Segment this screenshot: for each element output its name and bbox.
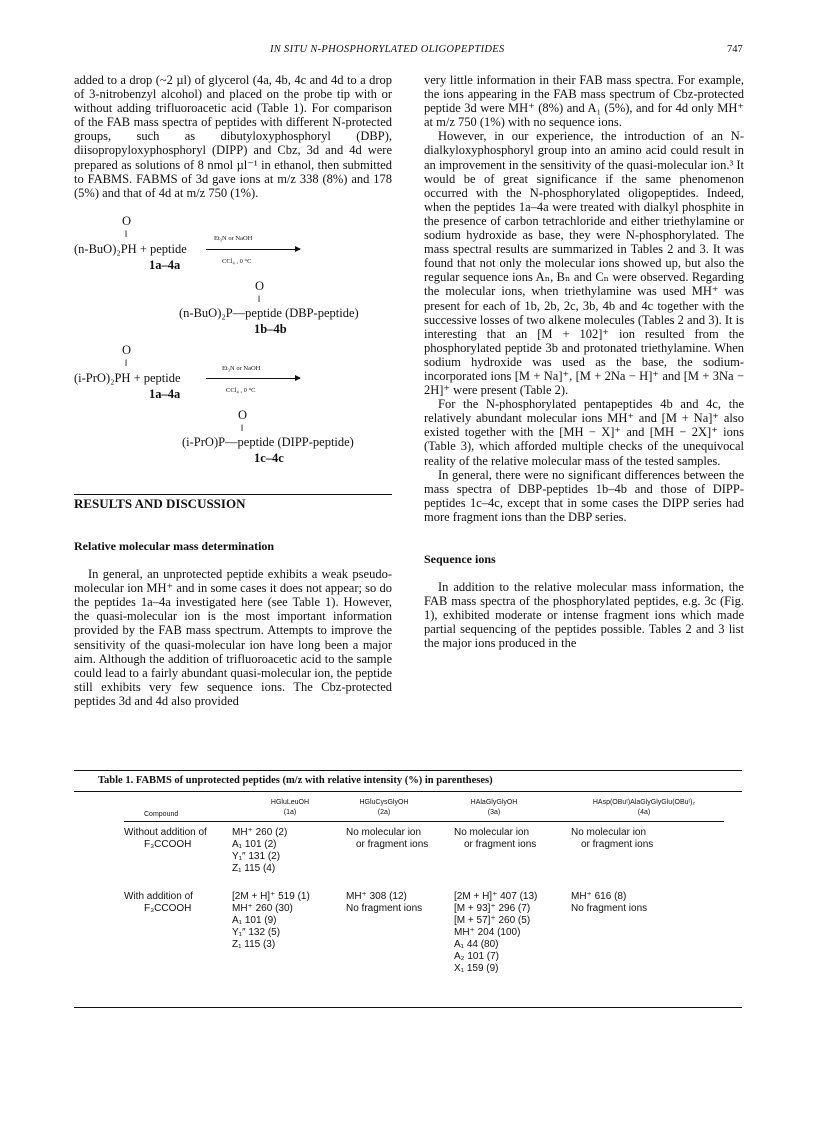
table-cell: MH⁺ 260 (30): [232, 903, 293, 914]
table-cell: MH⁺ 308 (12): [346, 891, 407, 902]
double-bond: ‖: [258, 293, 261, 304]
table-cell: [2M + H]⁺ 407 (13): [454, 891, 538, 902]
reagent-bottom: CCl₄ , 0 °C: [222, 257, 252, 265]
table-cell: [2M + H]⁺ 519 (1): [232, 891, 310, 902]
oxygen-label: O: [122, 342, 132, 357]
product-label: 1c–4c: [254, 450, 284, 465]
row-label: With addition of: [124, 891, 193, 902]
table-cell: Z₁ 115 (3): [232, 939, 276, 950]
table-cell: A₂ 101 (7): [454, 951, 500, 962]
table-cell: No fragment ions: [346, 903, 423, 914]
table-cell: A₁ 44 (80): [454, 939, 499, 950]
product-dbp: (n-BuO)₂P—peptide (DBP-peptide): [179, 305, 359, 320]
row-label: F₃CCOOH: [144, 903, 192, 914]
section-heading: RESULTS AND DISCUSSION: [74, 495, 246, 511]
subsection-heading: Sequence ions: [424, 552, 496, 566]
table-cell: No molecular ion: [571, 827, 647, 838]
subsection-heading: Relative molecular mass determination: [74, 538, 275, 553]
double-bond: ‖: [125, 357, 128, 368]
paragraph: very little information in their FAB mass spectra. For example, the ions appearing in the FAB mass spectrum of Cbz-protected peptide 3d were MH⁺ (8%) and A₁ (5%), and for 4d only MH⁺ at m/z 750 (1%) with no sequence ions.: [424, 73, 744, 130]
table-cell: or fragment ions: [581, 839, 654, 850]
oxygen-label: O: [238, 407, 248, 422]
table-top-rule: [74, 770, 742, 771]
table-cell: MH⁺ 616 (8): [571, 891, 627, 902]
table-bottom-rule: [74, 1007, 742, 1008]
reactant-label: 1a–4a: [149, 257, 181, 272]
reagent-top: Et₃N or NaOH: [214, 234, 253, 242]
paragraph: For the N-phosphorylated pentapeptides 4b and 4c, the relatively abundant molecular ions MH⁺ and [M + Na]⁺ also existed together with the [MH − X]⁺ and [MH − 2X]⁺ ions (Table 3), which afforded multiple checks of the unequivocal reality of the relative molecular mass of the tested samples.: [424, 397, 744, 468]
table-cell: [M + 93]⁺ 296 (7): [454, 903, 531, 914]
table-cell: No molecular ion: [346, 827, 422, 838]
column-id: (2a): [377, 809, 391, 816]
table-cell: or fragment ions: [356, 839, 429, 850]
reactant-label: 1a–4a: [149, 386, 181, 401]
row-label: Without addition of: [124, 827, 207, 838]
paragraph: In general, there were no significant differences between the mass spectra of DBP-peptides 1b–4b and those of DIPP-peptides 1c–4c, except that in some cases the DIPP series had more fragment ions than the DBP series.: [424, 467, 744, 524]
table-cell: Y₁″ 132 (5): [232, 927, 281, 938]
double-bond: ‖: [125, 228, 128, 239]
reaction-arrow: [206, 378, 300, 379]
product-label: 1b–4b: [254, 321, 287, 336]
table-header-rule: [74, 791, 742, 792]
left-column: [74, 73, 392, 708]
row-label: F₃CCOOH: [144, 839, 192, 850]
reaction-scheme: [74, 200, 392, 480]
table-cell: or fragment ions: [464, 839, 537, 850]
paragraph: However, in our experience, the introduction of an N-dialkyloxyphosphoryl group into an amino acid could result in an improvement in the sensitivity of the quasi-molecular ion.³ It would be of great significance if the same phenomenon occurred with the N-phosphorylated oligopeptides. Indeed, when the peptides 1a–4a were treated with dialkyl phosphite in the presence of carbon tetrachloride and either triethylamine or sodium hydroxide as base, they were N-phosphorylated. The mass spectral results are summarized in Tables 2 and 3. It was found that not only the molecular ions showed up, but also the regular sequence ions Aₙ, Bₙ and Cₙ were observed. Regarding the molecular ions, when triethylamine was used MH⁺ was present for each of 1b, 2b, 2c, 3b, 4b and 4c together with the successive losses of two alkene molecules (Tables 2 and 3). It is interesting that an [M + 102]⁺ ion resulted from the phosphorylated peptide 3b and protonated triethylamine. When sodium hydroxide was used as the base, the sodium-incorporated ions [M + Na]⁺, [M + 2Na − H]⁺ and [M + 3Na − 2H]⁺ were present (Table 2).: [424, 129, 744, 398]
column-header: HGluLeuOH: [270, 799, 310, 806]
column-header: HAlaGlyGlyOH: [470, 799, 518, 806]
table-cell: MH⁺ 260 (2): [232, 827, 288, 838]
oxygen-label: O: [255, 278, 265, 293]
reaction-arrow: [206, 249, 300, 250]
paragraph: In addition to the relative molecular mass information, the FAB mass spectra of the phosphorylated peptides, e.g. 3c (Fig. 1), exhibited moderate or intense fragment ions which made partial sequencing of the peptides possible. Tables 2 and 3 list the major ions produced in the: [424, 580, 744, 651]
reactant-dbp: (n-BuO)₂PH + peptide: [74, 241, 187, 256]
column-header: HAsp(OBuᵗ)AlaGlyGlyGlu(OBuᵗ)₂: [592, 799, 696, 806]
table-cell: No fragment ions: [571, 903, 648, 914]
table-cell: A₁ 101 (2): [232, 839, 277, 850]
reagent-top: Et₃N or NaOH: [222, 364, 261, 372]
table-cell: No molecular ion: [454, 827, 530, 838]
column-id: (3a): [487, 809, 501, 816]
oxygen-label: O: [122, 213, 132, 228]
table-cell: Y₁″ 131 (2): [232, 851, 281, 862]
table-cell: [M + 57]⁺ 260 (5): [454, 915, 531, 926]
table-subheader-rule: [124, 821, 724, 822]
paragraph: added to a drop (~2 µl) of glycerol (4a, 4b, 4c and 4d to a drop of 3-nitrobenzyl alcohol) and placed on the probe tip with or without adding trifluoroacetic acid (Table 1). For comparison of the FAB mass spectra of peptides with different N-protected groups, such as dibutyloxyphosphoryl (DBP), diisopropyloxyphosphoryl (DIPP) and Cbz, 3d and 4d were prepared as solutions of 8 nmol µl⁻¹ in ethanol, then submitted to FABMS. FABMS of 3d gave ions at m/z 338 (8%) and 178 (5%) and that of 4d at m/z 750 (1%).: [74, 73, 392, 200]
column-id: (1a): [283, 809, 297, 816]
table-cell: X₁ 159 (9): [454, 963, 499, 974]
column-header: HGluCysGlyOH: [359, 799, 409, 806]
column-id: (4a): [637, 809, 651, 816]
paragraph: In general, an unprotected peptide exhibits a weak pseudo-molecular ion MH⁺ and in some cases it does not appear; so do the peptides 1a–4a investigated here (see Table 1). However, the quasi-molecular ion is the most important information provided by the FAB mass spectrum. Attempts to improve the sensitivity of the quasi-molecular ion have long been a major aim. Although the addition of trifluoroacetic acid to the sample could lead to a fairly abundant quasi-molecular ion, the peptide still exhibits very few sequence ions. The Cbz-protected peptides 3d and 4d also provided: [74, 567, 392, 708]
table-caption: Table 1. FABMS of unprotected peptides (m/z with relative intensity (%) in parentheses): [98, 775, 493, 786]
table-cell: Z₁ 115 (4): [232, 863, 276, 874]
table-cell: MH⁺ 204 (100): [454, 927, 521, 938]
right-column: [424, 73, 744, 651]
table-1: [74, 775, 742, 1015]
compound-header: Compound: [144, 811, 179, 818]
section-rule: [74, 494, 392, 495]
page-number: 747: [727, 44, 743, 55]
running-title: IN SITU N-PHOSPHORYLATED OLIGOPEPTIDES: [270, 44, 505, 55]
product-dipp: (i-PrO)P—peptide (DIPP-peptide): [182, 434, 354, 449]
double-bond: ‖: [241, 422, 244, 433]
reagent-bottom: CCl₄ , 0 °C: [226, 386, 256, 394]
table-cell: A₁ 101 (9): [232, 915, 277, 926]
reactant-dipp: (i-PrO)₂PH + peptide: [74, 370, 181, 385]
